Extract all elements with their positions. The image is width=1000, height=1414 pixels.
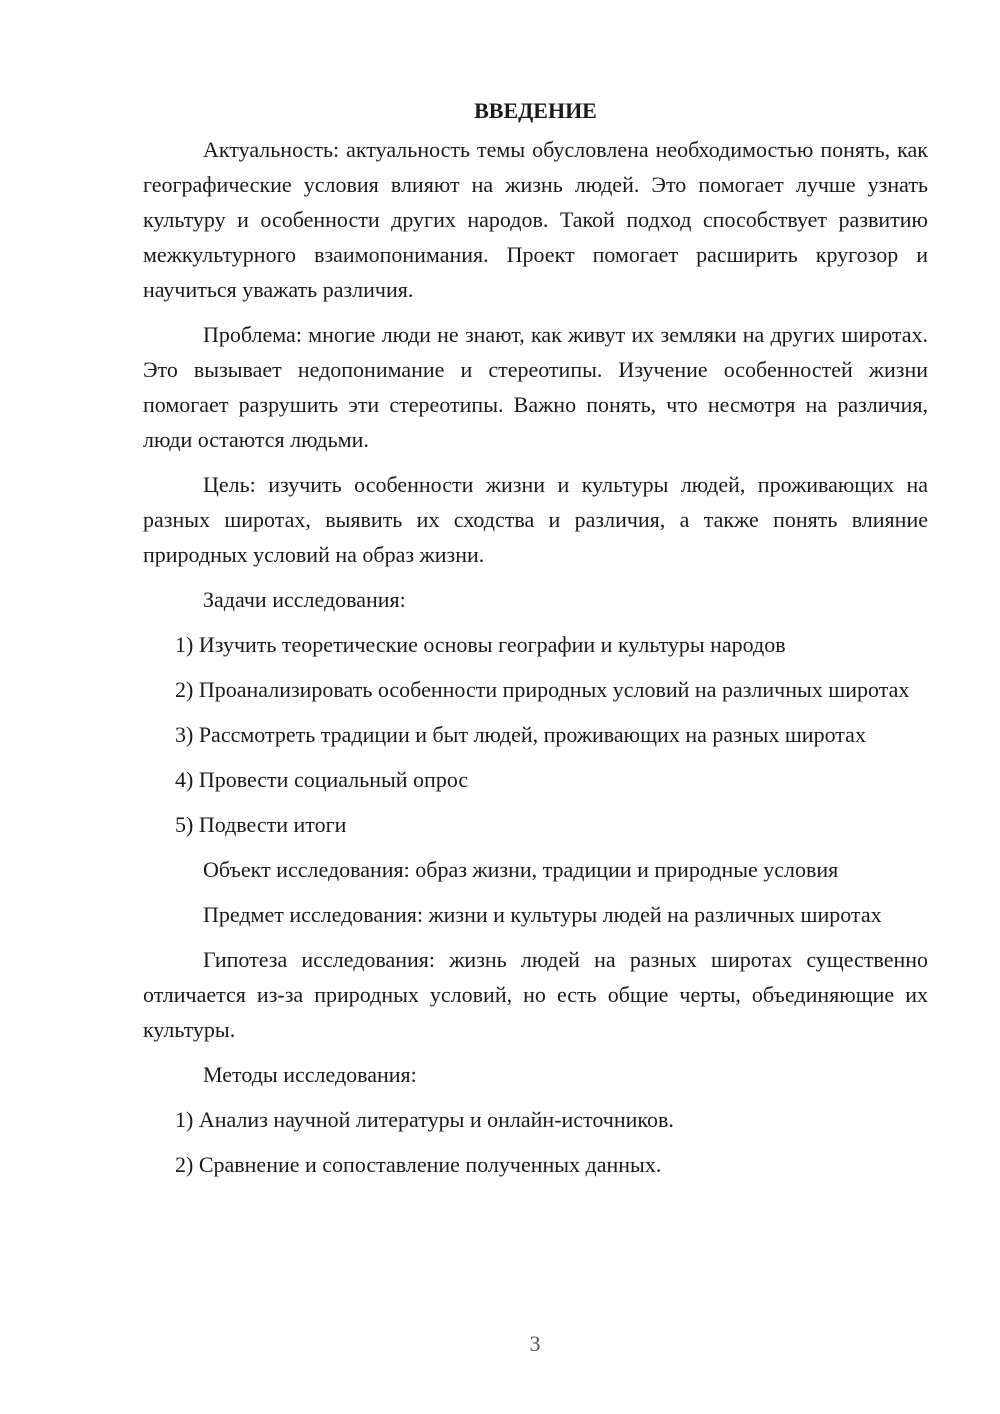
paragraph-object: Объект исследования: образ жизни, традиции и природные условия [203, 857, 839, 882]
paragraph-goal: Цель: изучить особенности жизни и культуры людей, проживающих на разных широтах, выявить их сходства и различия, а также понять влияние природных условий на образ жизни. [143, 472, 928, 567]
task-item: 3) Рассмотреть традиции и быт людей, проживающих на разных широтах [175, 722, 866, 747]
method-item: 1) Анализ научной литературы и онлайн-источников. [175, 1107, 674, 1132]
page-title: ВВЕДЕНИЕ [474, 98, 597, 123]
paragraph-relevance: Актуальность: актуальность темы обусловлена необходимостью понять, как географические условия влияют на жизнь людей. Это помогает лучше узнать культуру и особенности других народов. Такой подход способствует развитию межкультурного взаимопонимания. Проект помогает расширить кругозор и научиться уважать различия. [143, 137, 928, 302]
tasks-heading: Задачи исследования: [203, 587, 406, 612]
paragraph-subject: Предмет исследования: жизни и культуры людей на различных широтах [203, 902, 882, 927]
task-item: 2) Проанализировать особенности природных условий на различных широтах [175, 677, 910, 702]
document-page [143, 90, 928, 1192]
method-item: 2) Сравнение и сопоставление полученных данных. [175, 1152, 662, 1177]
task-item: 1) Изучить теоретические основы географии и культуры народов [175, 632, 786, 657]
paragraph-hypothesis: Гипотеза исследования: жизнь людей на разных широтах существенно отличается из-за природных условий, но есть общие черты, объединяющие их культуры. [143, 947, 928, 1042]
methods-heading: Методы исследования: [203, 1062, 417, 1087]
task-item: 4) Провести социальный опрос [175, 767, 469, 792]
page-number: 3 [529, 1331, 541, 1356]
task-item: 5) Подвести итоги [175, 812, 347, 837]
paragraph-problem: Проблема: многие люди не знают, как живут их земляки на других широтах. Это вызывает недопонимание и стереотипы. Изучение особенностей жизни помогает разрушить эти стереотипы. Важно понять, что несмотря на различия, люди остаются людьми. [143, 322, 928, 452]
